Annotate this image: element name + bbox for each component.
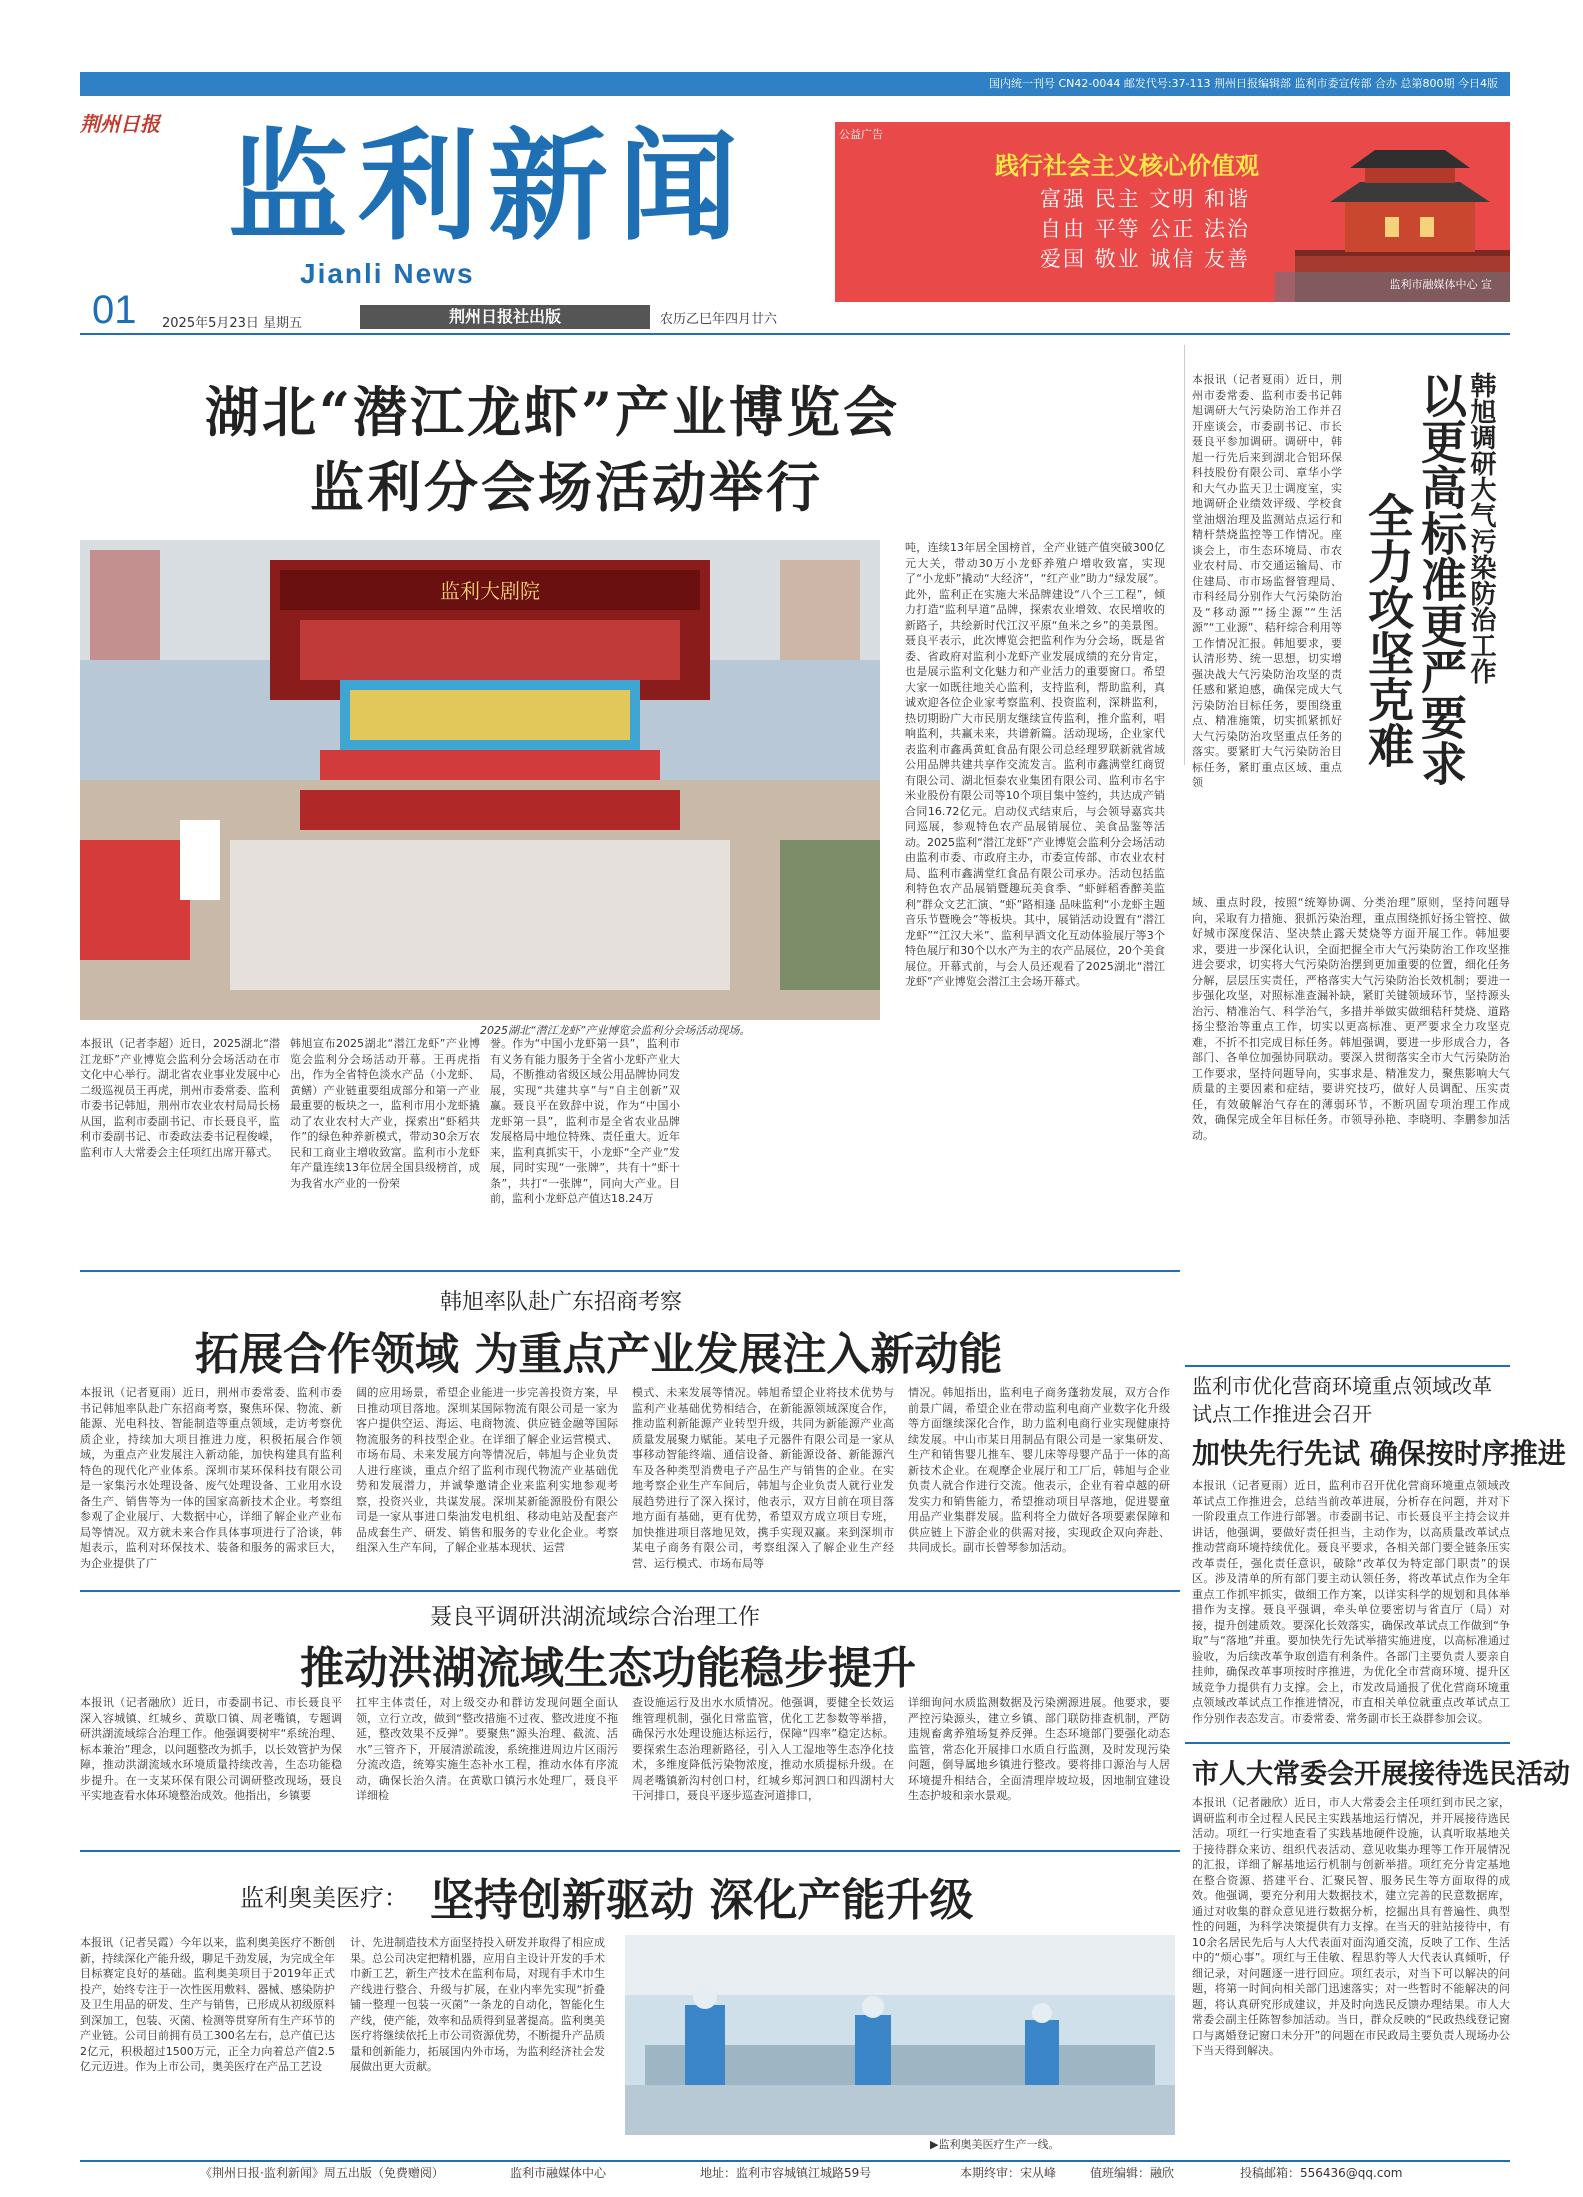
right-top-body-narrow: 本报讯（记者夏雨）近日，荆州市委常委、监利市委书记韩旭调研大气污染防治工作并召开座谈会，市委副书记、市长聂良平参加调研。调研中，韩旭一行先后来到湖北合铝环保科技股份有限公司、章华小学和大气办监天卫士调度室，实地调研企业绩效评级、学校食堂油烟治理及监测站点运行和精杆禁烧监控等工作情况。座谈会上，市生态环境局、市农业农村局、市交通运输局、市住建局、市市场监督管理局、市科经局分别作大气污染防治及“移动源”“扬尘源”“生活源”“工业源”、秸秆综合利用等工作情况汇报。韩旭要求，要认清形势、统一思想，切实增强决战大气污染防治攻坚的责任感和紧迫感，确保完成大气污染防治目标任务，要围绕重点、精准施策，切实抓紧抓好大气污染防治攻坚重点任务的落实。要紧盯大气污染防治目标任务，紧盯重点区域、重点领 xyxy=(1192,373,1342,789)
right-bot-rule xyxy=(1185,1742,1510,1744)
story2-title: 拓展合作领域 为重点产业发展注入新动能 xyxy=(195,1329,1003,1380)
story3-body-col1: 本报讯（记者融欣）近日，市委副书记、市长聂良平深入容城镇、红城乡、黄歇口镇、周老嘴镇，专题调研洪湖流域综合治理工作。他强调要树牢“系统治理、标本兼治”理念，以问题整改为抓手，以长效管护为保障，推动洪湖流域水环境质量持续改善，生态功能稳步提升。在一支某环保有限公司调研整改现场，聂良平实地查看水体环境整治成效。他指出，乡镇要 xyxy=(80,1696,342,1802)
story3-body-col2: 扛牢主体责任，对上级交办和群访发现问题全面认领，立行立改，做到“整改措施不过夜、整改进度不拖延，整改效果不反弹”。要聚焦“源头治理、截流、活水”三管齐下，开展清淤疏浚，系统推进周边片区雨污分流改造，统筹实施生态补水工程，推动水体有序流动，确保长治久清。在黄歇口镇污水处理厂，聂良平详细检 xyxy=(356,1696,618,1802)
ad-credit: 监利市融媒体中心 宣 xyxy=(1389,278,1492,291)
ad-values-line: 爱国 敬业 诚信 友善 xyxy=(1040,247,1251,271)
footer xyxy=(80,2160,1510,2184)
header-divider xyxy=(80,333,1510,335)
right-top-title-line2: 全力攻坚克难 xyxy=(1361,492,1415,768)
footer-publication: 《荆州日报·监利新闻》周五出版（免费赠阅） xyxy=(200,2166,444,2180)
right-bot-title: 市人大常委会开展接待选民活动 xyxy=(1192,1759,1570,1790)
story2-body-col1: 本报讯（记者夏雨）近日，荆州市委常委、监利市委书记韩旭率队赴广东招商考察，聚焦环保、物流、新能源、光电科技、智能制造等重点领域，走访考察优质企业，持续加大项目推进力度，积极拓展合作领域，为重点产业发展注入新动能，加快构建具有监利特色的现代化产业体系。深圳市某环保科技有限公司是一家集污水处理设备、废气处理设备、工业用水设备生产、销售等为一体的国家高新技术企业。考察组参观了企业展厅、大数据中心，详细了解企业产业布局等情况。双方就未来合作具体事项进行了洽谈，韩旭表示，监利对环保技术、装备和服务的需求巨大，为企业提供了广 xyxy=(80,1386,342,1570)
tower-illustration xyxy=(1275,122,1510,302)
story3-title: 推动洪湖流域生态功能稳步提升 xyxy=(300,1643,916,1694)
factory-photo-caption: ▶监利奥美医疗生产一线。 xyxy=(930,2138,1060,2151)
public-service-ad xyxy=(835,122,1510,302)
stage-sign: 监利大剧院 xyxy=(440,579,540,603)
ad-title: 践行社会主义核心价值观 xyxy=(995,151,1259,180)
right-mid-rule xyxy=(1185,1365,1510,1367)
lead-title-line2: 监利分会场活动举行 xyxy=(310,455,823,519)
footer-editor: 值班编辑：融欣 xyxy=(1090,2166,1175,2180)
story2-kicker: 韩旭率队赴广东招商考察 xyxy=(440,1290,683,1315)
story2-body-col2: 阔的应用场景，希望企业能进一步完善投资方案，早日推动项目落地。深圳某国际物流有限公司是一家为客户提供空运、海运、电商物流、供应链金融等国际物流服务的科技型企业。在详细了解企业运营模式、市场布局、未来发展方向等情况后，韩旭与企业负责人进行座谈，重点介绍了监利市现代物流产业基础优势和发展潜力，并诚挚邀请企业来监利实地参观考察，投资兴业，共谋发展。深圳某新能源股份有限公司是一家从事进口柴油发电机组、移动电站及配套产品成套生产、研发、销售和服务的专业化企业。考察组深入生产车间，了解企业基本现状、运营 xyxy=(356,1386,618,1554)
story2-body-col3: 模式、未来发展等情况。韩旭希望企业将技术优势与监利产业基础优势相结合，在新能源领域深度合作，推动监利新能源产业转型升级，共同为新能源产业高质量发展聚力赋能。某电子元器件有限公司是一家从事移动智能终端、通信设备、新能源设备、新能源汽车及各种类型消费电子产品生产与销售的企业。在实地考察企业生产车间后，韩旭与企业负责人就行业发展趋势进行了深入探讨，他表示，双方目前在项目落地方面有基础，更有优势，希望双方成立项目专班，加快推进项目落地见效，携手实现双赢。来到深圳市某电子商务有限公司，考察组深入了解企业生产经营、运行模式、市场布局等 xyxy=(632,1386,894,1570)
publisher-badge: 荆州日报社出版 xyxy=(360,305,650,329)
footer-address: 地址：监利市容城镇江城路59号 xyxy=(700,2166,872,2180)
production-line-image xyxy=(625,1935,1175,2135)
page-number: 01 xyxy=(92,288,137,332)
footer-email: 投稿邮箱：556436@qq.com xyxy=(1240,2166,1403,2180)
lead-body-col4: 吨，连续13年居全国榜首，全产业链产值突破300亿元大关，带动30万小龙虾养殖户增收致富，实现了“小龙虾”撬动“大经济”，“红产业”助力“绿发展”。此外，监利正在实施大米品牌建设“八个三工程”，倾力打造“监利早道”品牌，探索农业增效、农民增收的新路子，共绘新时代江汉平原“鱼米之乡”的美景图。聂良平表示，此次博览会把监利作为分会场，既是省委、省政府对监利小龙虾产业发展成绩的充分肯定，也是展示监利文化魅力和产业活力的重要窗口。希望大家一如既往地关心监利，支持监利，帮助监利，真诚欢迎各位企业家考察监利、投资监利，深耕监利，热切期盼广大市民朋友继续宣传监利，推介监利，唱响监利，共赢未来，共谱新篇。活动现场，企业家代表监利市鑫禹黄虹食品有限公司总经理罗联新就省域公用品牌共建共享作交流发言。监利市鑫满堂红商贸有限公司、湖北恒泰农业集团有限公司、监利市名宇米业股份有限公司等10个项目集中签约，共达成产销合同16.72亿元。启动仪式结束后，与会领导嘉宾共同巡展，参观特色农产品展销展位、美食品鉴等活动。2025监利“潜江龙虾”产业博览会监利分会场活动由监利市委、市政府主办，市委宣传部、市农业农村局、监利市鑫满堂红食品有限公司承办。活动包括监利特色农产品展销暨趣玩美食季、“虾鲜稻香醉美监利”群众文艺汇演、“虾”路相逢 品味监利“小龙虾主题音乐节暨晚会”等板块。其中，展销活动设置有“潜江龙虾”“江汉大米”、监利早酒文化互动体验展厅等3个特色展厅和30个以水产为主的农产品展位，20个美食展位。开幕式前，与会人员还观看了2025湖北“潜江龙虾”产业博览会潜江主会场开幕式。 xyxy=(905,541,1165,988)
lunar-date: 农历乙巳年四月廿六 xyxy=(660,312,778,327)
masthead-english: Jianli News xyxy=(300,258,475,289)
story2-rule xyxy=(80,1270,1180,1272)
right-top-title-line1: 以更高标准更严要求 xyxy=(1414,372,1468,786)
story3-body-col3: 查设施运行及出水水质情况。他强调，要健全长效运维管理机制，强化日常监管，优化工艺参数等举措，确保污水处理设施达标运行，保障“四率”稳定达标。要探索生态治理新路径，引入人工湿地等生态净化技术，多维度降低污染物浓度，推动水质提标升级。在周老嘴镇新沟村创口村，红城乡郑河泗口和四湖村大干河排口，聂良平逐步巡查河道排口， xyxy=(632,1696,894,1802)
ad-values-line: 自由 平等 公正 法治 xyxy=(1040,217,1251,241)
lead-body-col3: 誉。作为“中国小龙虾第一县”，监利市有义务有能力服务于全省小龙虾产业大局，不断推动省级区域公用品牌协同发展，实现“共建共享”与“自主创新”双赢。聂良平在致辞中说，作为“中国小龙虾第一县”，监利市是全省农业品牌发展格局中地位特殊、责任重大。近年来，监利真抓实干，小龙虾“全产业”发展，同时实现“一张牌”，共有十“虾十条”，共打“一张牌”，同向大产业。目前，监利小龙虾总产值达18.24万 xyxy=(490,1037,680,1205)
jingzhou-daily-logo: 荆州日报 xyxy=(80,112,160,136)
story2-body-col4: 情况。韩旭指出，监利电子商务蓬勃发展，双方合作前景广阔，希望企业在带动监利电商产业数字化升级等方面继续深化合作，助力监利电商行业实现健康持续发展。中山市某日用制品有限公司是一家集研发、生产和销售婴儿推车、婴儿床等母婴产品于一体的高新技术企业。在观摩企业展厅和工厂后，韩旭与企业负责人就合作进行交流。他表示，企业有着卓越的研发实力和销售能力，希望推动项目早落地，促进婴童用品产业集群发展。监利将全力做好各项要素保障和供应链上下游企业的供需对接，实现政企双向奔赴、共同成长。副市长曾琴参加活动。 xyxy=(908,1386,1170,1554)
story3-rule xyxy=(80,1590,1180,1592)
ad-label: 公益广告 xyxy=(839,128,883,141)
right-top-kicker: 韩旭调研大气污染防治工作 xyxy=(1466,372,1496,684)
expo-crowd-image xyxy=(80,540,880,1020)
column-rule xyxy=(1184,345,1185,765)
ad-values xyxy=(1040,184,1250,274)
ad-values-line: 富强 民主 文明 和谐 xyxy=(1040,187,1251,211)
lead-photo-caption: 2025湖北“潜江龙虾”产业博览会监利分会场活动现场。 xyxy=(480,1024,751,1037)
factory-photo xyxy=(625,1935,1175,2135)
lead-title-line1: 湖北“潜江龙虾”产业博览会 xyxy=(205,380,901,444)
story4-kicker: 监利奥美医疗： xyxy=(240,1884,408,1912)
right-mid-kicker: 监利市优化营商环境重点领域改革试点工作推进会召开 xyxy=(1192,1374,1492,1426)
masthead-title: 监利新闻 xyxy=(228,116,748,257)
right-bot-body: 本报讯（记者融欣）近日，市人大常委会主任项红到市民之家，调研监利市全过程人民民主实践基地运行情况，并开展接待选民活动。项红一行实地查看了实践基地硬件设施，认真听取基地关于接待群众来访、组织代表活动、意见收集办理等工作开展情况的汇报，详细了解基地运行机制与创新举措。项红充分肯定基地在整合资源、搭建平台、汇聚民智、服务民生等方面取得的成效。他强调，要充分利用大数据技术，建立完善的民意数据库，通过对收集的群众意见进行数据分析，挖掘出具有普遍性、典型性的问题，为科学决策提供有力支撑。在当天的驻站接待中，有10余名居民先后与人大代表面对面沟通交流，反映了工作、生活中的“烦心事”。项红与王佳敏、程思豹等人大代表认真倾听，仔细记录，对问题逐一进行回应。项红表示，对当下可以解决的问题，将第一时间向相关部门迅速落实；对一些暂时不能解决的问题，将认真研究形成建议，并及时向选民反馈办理结果。市人大常委会副主任陈智参加活动。当日，群众反映的“民政热线登记窗口与离婚登记窗口未分开”的问题在市民政局主要负责人现场办公下当天得到解决。 xyxy=(1192,1796,1510,2057)
lead-body-col1: 本报讯（记者李超）近日，2025湖北“潜江龙虾”产业博览会监利分会场活动在市文化中心举行。湖北省农业事业发展中心二级巡视员王再虎，荆州市委常委、监利市委书记韩旭，荆州市农业农村局局长杨从国，监利市委副书记、市长聂良平，监利市委副书记、市委政法委书记程俊嵘，监利市人大常委会主任项红出席开幕式。 xyxy=(80,1037,280,1159)
right-mid-title: 加快先行先试 确保按时序推进 xyxy=(1192,1437,1566,1470)
lead-body-col2: 韩旭宣布2025湖北“潜江龙虾”产业博览会监利分会场活动开幕。王再虎指出，作为全省特色淡水产品（小龙虾、黄鳝）产业链重要组成部分和第一产业最重要的板块之一，监利市用小龙虾撬动了农业农村大产业，探索出“虾稻共作”的绿色种养新模式，带动30余万农民和工商业主增收致富。监利市小龙虾年产量连续13年位居全国县级榜首，成为我省水产业的一份荣 xyxy=(290,1037,480,1190)
story4-rule xyxy=(80,1850,1180,1852)
lead-photo xyxy=(80,540,880,1020)
story4-title: 坚持创新驱动 深化产能升级 xyxy=(430,1875,974,1926)
right-top-body-wide: 域、重点时段，按照“统筹协调、分类治理”原则，坚持问题导向，采取有力措施、狠抓污染治理，重点围绕抓好扬尘管控、做好城市深度保洁、坚决禁止露天焚烧等方面开展工作。韩旭要求，要进一步深化认识，全面把握全市大气污染防治工作攻坚推进会要求，切实将大气污染防治摆到更加重要的位置，细化任务分解，层层压实责任，严格落实大气污染防治长效机制；要进一步强化攻坚，对照标准查漏补缺，紧盯关键领域环节，坚持源头治污、精准治气、科学治气，多措并举做实做细秸秆焚烧、道路扬尘整治等重点工作，切实以更高标准、更严要求全力攻坚克难，不折不扣完成目标任务。韩旭强调，要进一步形成合力，各部门、各单位加强协同联动。要深入贯彻落实全市大气污染防治工作要求，坚持问题导向，实事求是、精准发力，聚焦影响大气质量的主要因素和症结，要讲究技巧，做好人员调配、压实责任，有效破解治气存在的薄弱环节，不断巩固专项治理工作成效，确保完成全年目标任务。市领导孙艳、李晓明、李鹏参加活动。 xyxy=(1192,896,1510,1142)
footer-org: 监利市融媒体中心 xyxy=(510,2166,607,2180)
story3-kicker: 聂良平调研洪湖流域综合治理工作 xyxy=(430,1605,761,1630)
issue-date: 2025年5月23日 星期五 xyxy=(162,316,303,331)
story4-body-col2: 计、先进制造技术方面坚持投入研发并取得了相应成果。总公司决定把精机器，应用自主设计开发的手术巾新工艺，新生产技术在监利布局，对现有手术巾生产线进行整合、升级与扩展，在业内率先实现“折叠铺一整理一包装一灭菌”一条龙的自动化，智能化生产线，使产能，效率和品质得到显著提高。监利奥美医疗将继续依托上市公司资源优势，不断提升产品质量和创新能力，拓展国内外市场，为监利经济社会发展做出更大贡献。 xyxy=(350,1936,605,2073)
story3-body-col4: 详细询问水质监测数据及污染溯源进展。他要求，要严控污染源头，建立乡镇、部门联防排查机制，严防违规畜禽养殖场复养反弹。生态环境部门要强化动态监管，常态化开展排口水质自行监测，及时发现污染问题，倒导属地乡镇进行整改。要将排口源治与人居环境提升相结合，全面清理岸坡垃圾，因地制宜建设生态护坡和亲水景观。 xyxy=(908,1696,1170,1802)
footer-reviewer: 本期终审：宋从峰 xyxy=(960,2166,1057,2180)
top-info-bar: 国内统一刊号 CN42-0044 邮发代号:37-113 荆州日报编辑部 监利市委宣传部 合办 总第800期 今日4版 xyxy=(80,72,1510,96)
story4-body-col1: 本报讯（记者吴霞）今年以来，监利奥美医疗不断创新，持续深化产能升级，聊足千劲发展，为完成全年目标赛定良好的基础。监利奥美项目于2019年正式投产，始终专注于一次性医用敷料、器械、感染防护及卫生用品的研发、生产与销售，已形成从初级原料到深加工，包装、灭菌、检测等贯穿所有生产环节的产业链。公司目前拥有员工300名左右，总产值已达2亿元，积极超过1500万元，正全力向着总产值2.5亿元迈进。作为上市公司，奥美医疗在产品工艺设 xyxy=(80,1936,335,2073)
right-mid-body: 本报讯（记者夏雨）近日，监利市召开优化营商环境重点领域改革试点工作推进会，总结当前改革进展，分析存在问题，并对下一阶段重点工作进行部署。市委副书记、市长聂良平主持会议并讲话，他强调，要做好责任担当，主动作为，以高质量改革试点推动营商环境持续优化。聂良平要求，各相关部门要全链条压实改革责任，强化责任意识，破除“改革仅为特定部门职责”的误区。涉及清单的所有部门要主动认领任务，将改革试点作为全年重点工作抓牢抓实，做细工作方案，以详实科学的规划和具体举措作为支撑。聂良平强调，牵头单位要密切与省直厅（局）对接，提升创建质效。要深化长效落实，确保改革试点工作做到“争取”与“落地”并重。要加快先行先试举措实施进度，以高标准通过验收，为后续改革争取创造有利条件。各部门主要负责人要亲自挂帅，确保改革事项按时序推进，为优化全市营商环境、提升区域竞争力提供有力支撑。会上，市发改局通报了优化营商环境重点领域改革试点工作推进情况，市直相关单位就重点改革试点工作分别作表态发言。市委常委、常务副市长王焱群参加会议。 xyxy=(1192,1479,1510,1725)
